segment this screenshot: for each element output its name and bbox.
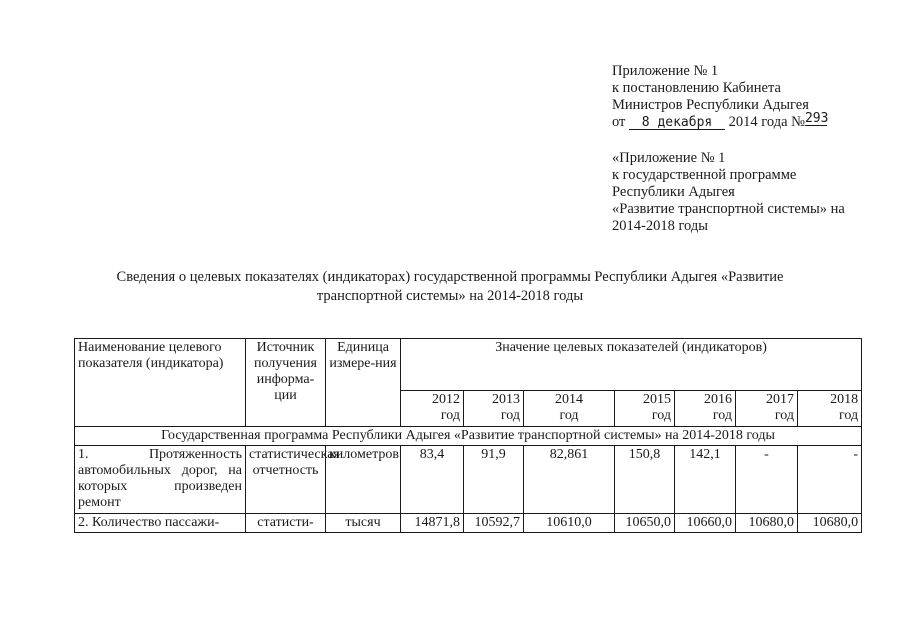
year-2017: 2017 год [736,391,798,427]
row-2-value-2014: 10610,0 [524,514,615,533]
row-1-value-2018: - [798,446,862,514]
handwritten-date: 8 декабря [629,116,725,130]
appendix-1-line-2: к постановлению Кабинета [612,80,781,96]
appendix-1-block [612,63,872,131]
row-2-source: статисти- [246,514,326,533]
header-name: Наименование целевого показателя (индикатора) [75,339,246,427]
row-2-value-2017: 10680,0 [736,514,798,533]
row-2-value-2016: 10660,0 [675,514,736,533]
row-2-unit: тысяч [326,514,401,533]
document-title-line-1: Сведения о целевых показателях (индикаторах) государственной программы Республики Адыгея «Развитие [116,269,784,285]
row-1-value-2016: 142,1 [675,446,736,514]
table-row [75,514,862,533]
appendix-1-line-1: Приложение № 1 [612,63,719,79]
year-text: 2014 года № [728,114,805,130]
row-1-value-2013: 91,9 [464,446,524,514]
year-2012: 2012 год [401,391,464,427]
table-row [75,446,862,514]
appendix-2-line-4: «Развитие транспортной системы» на [612,201,845,217]
document-title-line-2: транспортной системы» на 2014-2018 годы [316,288,584,304]
handwritten-number: 293 [804,111,829,126]
row-1-unit: километров [326,446,401,514]
year-2015: 2015 год [615,391,675,427]
program-row [75,427,862,446]
row-1-value-2015: 150,8 [615,446,675,514]
header-source: Источник получения информа-ции [246,339,326,427]
header-row-1 [75,339,862,391]
indicators-table [74,338,862,533]
year-2016: 2016 год [675,391,736,427]
appendix-2-line-3: Республики Адыгея [612,184,735,200]
row-1-name: 1. Протяженность автомобильных дорог, на которых произведен ремонт [75,446,246,514]
appendix-1-date-line [612,111,872,131]
row-2-value-2015: 10650,0 [615,514,675,533]
program-row-title: Государственная программа Республики Адыгея «Развитие транспортной системы» на 2014-2018 годы [75,427,862,446]
from-label: от [612,114,626,130]
row-1-source: статистическая отчетность [246,446,326,514]
row-1-value-2017: - [736,446,798,514]
year-2018: 2018 год [798,391,862,427]
header-unit: Единица измере-ния [326,339,401,427]
row-2-value-2013: 10592,7 [464,514,524,533]
row-2-value-2018: 10680,0 [798,514,862,533]
row-2-name: 2. Количество пассажи- [75,514,246,533]
appendix-2-line-5: 2014-2018 годы [612,218,708,234]
document-title [95,268,805,306]
appendix-2-line-1: «Приложение № 1 [612,150,726,166]
appendix-1-line-3: Министров Республики Адыгея [612,97,809,113]
row-2-value-2012: 14871,8 [401,514,464,533]
row-1-value-2012: 83,4 [401,446,464,514]
appendix-2-block [612,150,882,235]
year-2013: 2013 год [464,391,524,427]
year-2014: 2014 год [524,391,615,427]
row-1-value-2014: 82,861 [524,446,615,514]
appendix-2-line-2: к государственной программе [612,167,797,183]
header-values: Значение целевых показателей (индикаторов) [401,339,862,391]
